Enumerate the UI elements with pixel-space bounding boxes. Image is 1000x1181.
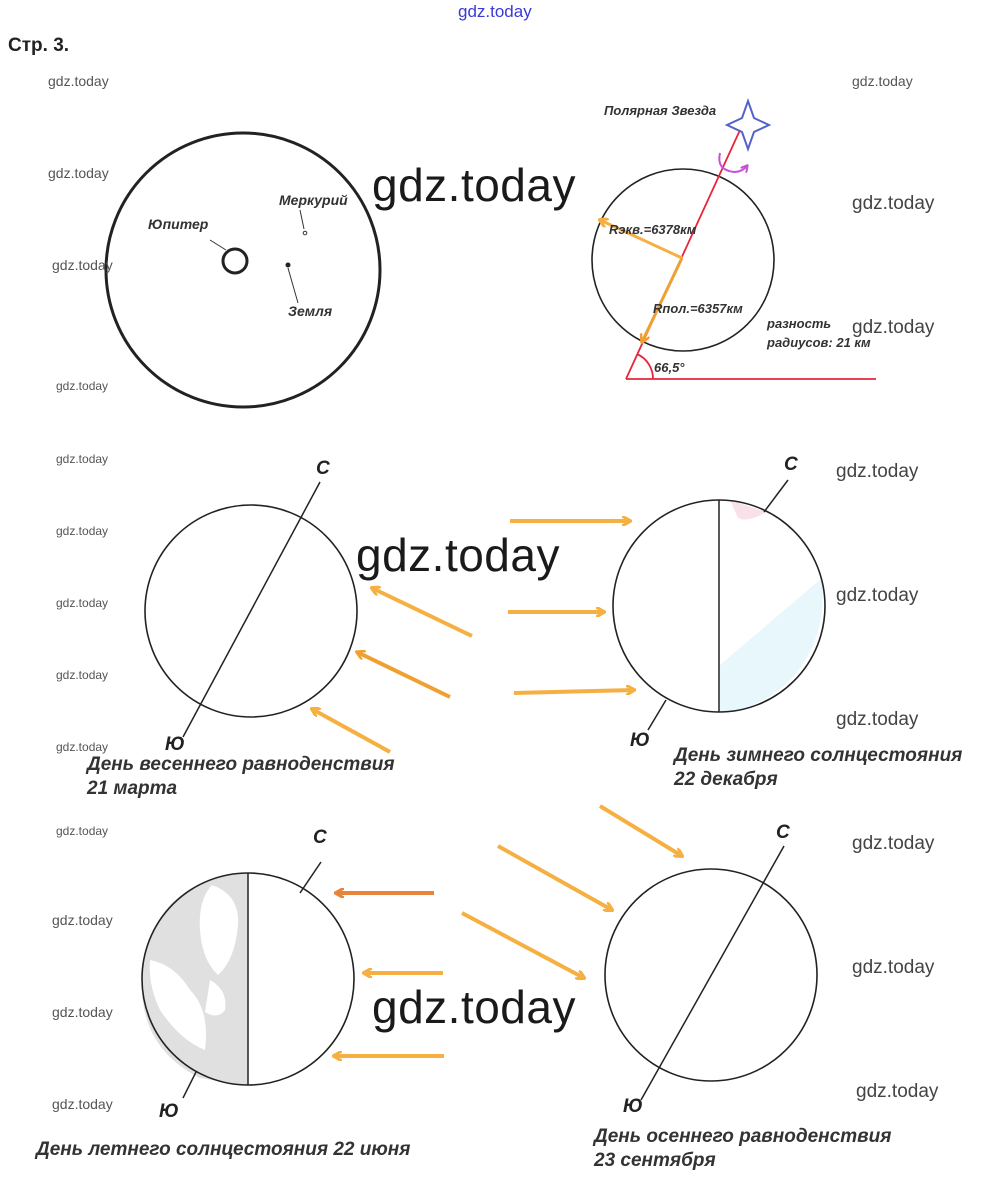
watermark: gdz.today xyxy=(836,709,919,730)
winter-north-label: С xyxy=(784,454,798,475)
watermark: gdz.today xyxy=(56,452,109,466)
spring-ray-2 xyxy=(357,652,450,697)
watermark: gdz.today xyxy=(56,740,109,754)
spring-axis xyxy=(183,482,320,737)
watermark: gdz.today xyxy=(852,957,935,978)
top-watermark: gdz.today xyxy=(458,2,532,21)
winter-pink-area xyxy=(730,500,766,520)
summer-axis-top xyxy=(300,862,321,893)
autumn-ray-1 xyxy=(600,806,682,856)
watermark: gdz.today xyxy=(48,73,109,89)
watermark: gdz.today xyxy=(56,596,109,610)
winter-axis-bottom xyxy=(648,700,666,730)
watermark: gdz.today xyxy=(856,1081,939,1102)
polar-star-label: Полярная Звезда xyxy=(604,103,717,118)
earth-leader-line xyxy=(288,268,298,303)
summer-north-label: С xyxy=(313,827,327,848)
watermark: gdz.today xyxy=(852,833,935,854)
watermark: gdz.today xyxy=(56,824,109,838)
summer-caption-line1: День летнего солнцестояния 22 июня xyxy=(36,1139,411,1160)
radius-difference-label-1: разность xyxy=(767,316,832,331)
winter-solstice-diagram xyxy=(508,480,825,730)
earth-dot xyxy=(286,263,291,268)
spring-south-label: Ю xyxy=(165,734,185,755)
page-title: Стр. 3. xyxy=(8,35,70,56)
winter-south-label: Ю xyxy=(630,730,650,751)
winter-axis-top xyxy=(764,480,788,512)
summer-south-label: Ю xyxy=(159,1101,179,1122)
rotation-arrow xyxy=(719,153,747,172)
watermark: gdz.today xyxy=(852,73,913,89)
jupiter-circle xyxy=(223,249,247,273)
watermark: gdz.today xyxy=(52,912,113,928)
watermark: gdz.today xyxy=(48,165,109,181)
watermark: gdz.today xyxy=(52,257,113,273)
radius-difference-label-2: радиусов: 21 км xyxy=(767,335,871,350)
polar-star-icon xyxy=(727,101,769,149)
planet-comparison xyxy=(106,133,380,407)
watermark: gdz.today xyxy=(836,585,919,606)
winter-ray-3 xyxy=(514,690,634,693)
winter-light-area xyxy=(720,578,823,712)
watermark: gdz.today xyxy=(52,1096,113,1112)
summer-axis-bottom xyxy=(183,1072,196,1098)
watermark: gdz.today xyxy=(852,193,935,214)
autumn-caption-line2: 23 сентября xyxy=(594,1150,716,1171)
autumn-ray-3 xyxy=(462,913,584,978)
watermark: gdz.today xyxy=(852,317,935,338)
watermark: gdz.today xyxy=(52,1004,113,1020)
angle-arc xyxy=(637,354,653,379)
equatorial-radius-label: Rэкв.=6378км xyxy=(609,222,697,237)
watermark-large: gdz.today xyxy=(372,159,576,211)
spring-caption-line2: 21 марта xyxy=(87,778,178,799)
jupiter-label: Юпитер xyxy=(148,216,209,232)
watermark-large: gdz.today xyxy=(372,981,576,1033)
tilt-angle-label: 66,5° xyxy=(654,360,685,375)
mercury-dot xyxy=(303,231,307,235)
watermark: gdz.today xyxy=(56,524,109,538)
polar-radius-line xyxy=(642,258,682,342)
spring-ray-3 xyxy=(312,709,390,752)
jupiter-leader-line xyxy=(210,240,226,250)
spring-equinox-diagram xyxy=(145,482,472,752)
autumn-ray-2 xyxy=(498,846,612,910)
autumn-caption-line1: День осеннего равноденствия xyxy=(594,1126,892,1147)
spring-north-label: С xyxy=(316,458,330,479)
winter-caption-line2: 22 декабря xyxy=(674,769,778,790)
autumn-equinox-diagram xyxy=(462,806,817,1100)
watermark-large: gdz.today xyxy=(356,529,560,581)
winter-caption-line1: День зимнего солнцестояния xyxy=(674,745,963,766)
autumn-south-label: Ю xyxy=(623,1096,643,1117)
watermark: gdz.today xyxy=(56,668,109,682)
mercury-leader-line xyxy=(300,210,304,229)
watermark: gdz.today xyxy=(56,379,109,393)
spring-caption-line1: День весеннего равноденствия xyxy=(87,754,395,775)
spring-ray-1 xyxy=(372,588,472,636)
earth-label: Земля xyxy=(288,303,333,319)
earth-outline xyxy=(592,169,774,351)
polar-radius-label: Rпол.=6357км xyxy=(653,301,743,316)
autumn-north-label: С xyxy=(776,822,790,843)
mercury-label: Меркурий xyxy=(279,192,348,208)
autumn-axis xyxy=(641,846,784,1100)
watermark: gdz.today xyxy=(836,461,919,482)
